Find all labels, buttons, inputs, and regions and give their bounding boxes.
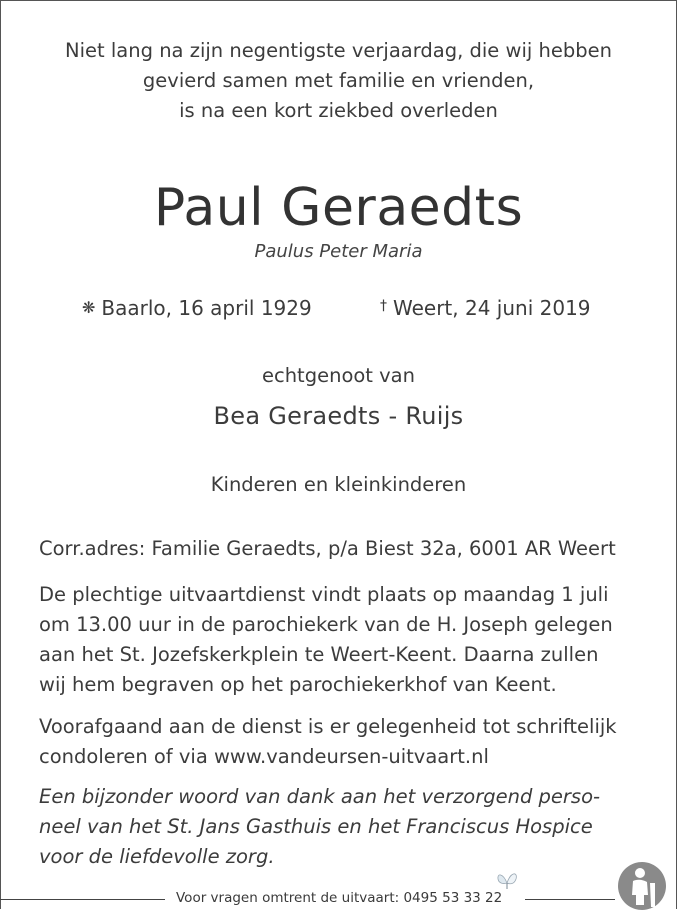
correspondence-address: Corr.adres: Familie Geraedts, p/a Biest 32a, 6001 AR Weert xyxy=(39,537,616,560)
footer-contact: Voor vragen omtrent de uitvaart: 0495 53 33 22 xyxy=(170,890,508,906)
thanks-note: Een bijzonder woord van dank aan het verzorgend perso- neel van het St. Jans Gasthuis en het Franciscus Hospice voor de liefdevolle zorg. xyxy=(39,785,601,868)
death-text: Weert, 24 juni 2019 xyxy=(393,296,591,320)
service-details: De plechtige uitvaartdienst vindt plaats op maandag 1 juli om 13.00 uur in de parochiekerk van de H. Joseph gelegen aan het St. Jozefskerkplein te Weert-Keent. Daarna zullen wij hem begraven op het parochiekerkhof van Keent. xyxy=(39,583,613,696)
deceased-name: Paul Geraedts xyxy=(153,178,524,238)
birth-text: Baarlo, 16 april 1929 xyxy=(101,296,312,320)
cross-icon: † xyxy=(380,298,387,314)
intro-text: Niet lang na zijn negentigste verjaardag, die wij hebben gevierd samen met familie en vrienden, is na een kort ziekbed overleden xyxy=(65,39,612,122)
children-line: Kinderen en kleinkinderen xyxy=(210,473,467,496)
spouse-name: Bea Geraedts - Ruijs xyxy=(213,402,464,430)
star-icon: ❋ xyxy=(82,298,96,317)
butterfly-icon xyxy=(495,869,519,893)
condolence-info: Voorafgaand aan de dienst is er gelegenheid tot schriftelijk condoleren of via www.vandeursen-uitvaart.nl xyxy=(39,715,617,768)
deceased-full-name: Paulus Peter Maria xyxy=(254,241,423,262)
spouse-label: echtgenoot van xyxy=(261,364,415,387)
praying-figure-logo xyxy=(617,861,667,911)
birth-info xyxy=(82,296,312,320)
death-info xyxy=(380,296,591,320)
